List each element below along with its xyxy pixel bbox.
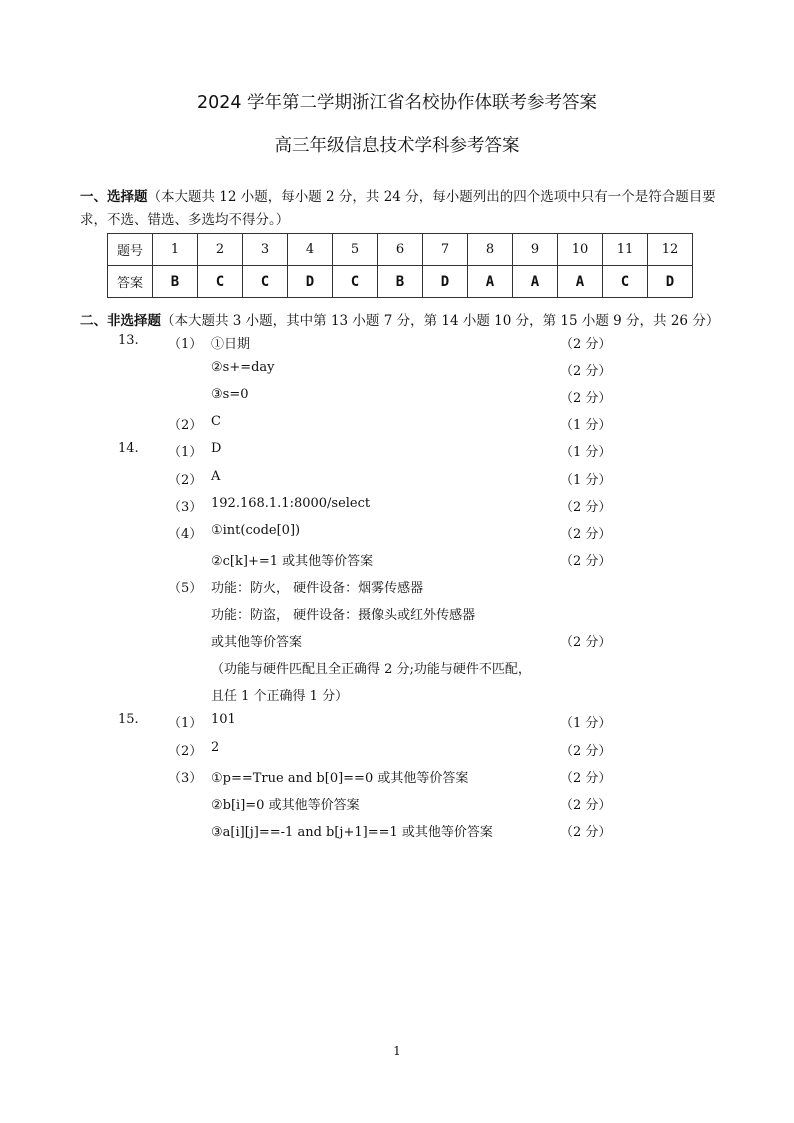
answer-cell: D (423, 266, 468, 298)
points-label: （1 分） (560, 472, 612, 488)
points-label: （2 分） (560, 635, 612, 651)
answer-cell: C (603, 266, 648, 298)
question-number: 14. (118, 441, 139, 457)
question-part: （5） (168, 580, 203, 596)
row-label-answer: 答案 (108, 266, 153, 298)
answer-text: 101 (211, 712, 236, 728)
points-label: （2 分） (560, 391, 612, 407)
question-number-cell: 9 (513, 234, 558, 266)
points-label: （2 分） (560, 770, 612, 786)
question-number-cell: 2 (198, 234, 243, 266)
question-number-cell: 12 (648, 234, 693, 266)
points-label: （2 分） (560, 526, 612, 542)
answer-text: 192.168.1.1:8000/select (211, 495, 371, 511)
answer-text: ②c[k]+=1 或其他等价答案 (211, 553, 374, 569)
question-part: （4） (168, 526, 203, 542)
answer-cell: A (513, 266, 558, 298)
question-part: （1） (168, 445, 203, 461)
answer-cell: C (243, 266, 288, 298)
section2-desc: （本大题共 3 小题，其中第 13 小题 7 分，第 14 小题 10 分，第 15 小题 9 分，共 26 分） (161, 313, 720, 329)
answer-text: A (211, 468, 221, 484)
question-part: （2） (168, 472, 203, 488)
points-label: （1 分） (560, 716, 612, 732)
points-label: （1 分） (560, 418, 612, 434)
answer-cell: B (153, 266, 198, 298)
answer-row (108, 266, 693, 298)
document-subtitle: 高三年级信息技术学科参考答案 (274, 136, 520, 156)
question-part: （1） (168, 337, 203, 352)
question-number: 15. (118, 712, 139, 728)
question-number-cell: 5 (333, 234, 378, 266)
points-label: （2 分） (560, 824, 612, 840)
row-label-question: 题号 (108, 234, 153, 266)
points-label: （2 分） (560, 797, 612, 813)
question-part: （2） (168, 743, 203, 759)
question-number-cell: 8 (468, 234, 513, 266)
answer-text: ①p==True and b[0]==0 或其他等价答案 (211, 770, 469, 786)
answer-cell: A (468, 266, 513, 298)
question-number-cell: 11 (603, 234, 648, 266)
answer-cell: C (198, 266, 243, 298)
answer-text: ③a[i][j]==-1 and b[j+1]==1 或其他等价答案 (211, 824, 493, 840)
question-number-cell: 1 (153, 234, 198, 266)
question-part: （3） (168, 499, 203, 515)
answer-text: （功能与硬件匹配且全正确得 2 分;功能与硬件不匹配， (211, 662, 531, 678)
question-part: （3） (168, 770, 203, 786)
answer-cell: C (333, 266, 378, 298)
question-number-cell: 3 (243, 234, 288, 266)
document-title: 2024 学年第二学期浙江省名校协作体联考参考答案 (196, 93, 598, 113)
answer-text: 功能：防盗， 硬件设备：摄像头或红外传感器 (211, 608, 476, 623)
question-number-cell: 10 (558, 234, 603, 266)
answer-text: ①int(code[0]) (211, 522, 301, 538)
question-part: （2） (168, 418, 203, 434)
answer-text: 功能：防火， 硬件设备：烟雾传感器 (211, 580, 424, 596)
question-number-row (108, 234, 693, 266)
answer-cell: B (378, 266, 423, 298)
answer-table (107, 233, 693, 298)
points-label: （2 分） (560, 553, 612, 569)
points-label: （2 分） (560, 364, 612, 380)
question-part: （1） (168, 716, 203, 732)
section1-header (80, 186, 716, 209)
section1-desc-line2: 求，不选、错选、多选均不得分。） (80, 212, 290, 228)
answer-cell: D (288, 266, 333, 298)
section1-heading: 一、选择题 (80, 189, 148, 205)
question-number-cell: 7 (423, 234, 468, 266)
answer-text: ②b[i]=0 或其他等价答案 (211, 797, 360, 813)
answer-text: 且任 1 个正确得 1 分） (211, 689, 349, 705)
answer-text: 2 (211, 739, 220, 755)
answer-cell: D (648, 266, 693, 298)
question-number-cell: 6 (378, 234, 423, 266)
points-label: （2 分） (560, 743, 612, 759)
answer-text: ②s+=day (211, 360, 275, 376)
points-label: （1 分） (560, 445, 612, 461)
question-number: 13. (118, 333, 139, 348)
section1-desc-line1: （本大题共 12 小题，每小题 2 分，共 24 分，每小题列出的四个选项中只有一个是符合题目要 (147, 189, 716, 205)
section2-header (80, 310, 719, 333)
answer-text: D (211, 441, 222, 457)
points-label: （2 分） (560, 499, 612, 515)
question-number-cell: 4 (288, 234, 333, 266)
answer-text: ①日期 (211, 337, 251, 352)
answer-cell: A (558, 266, 603, 298)
answer-text: ③s=0 (211, 387, 249, 403)
points-label: （2 分） (560, 337, 612, 352)
answer-text: C (211, 414, 221, 430)
answer-text: 或其他等价答案 (211, 635, 303, 651)
section2-heading: 二、非选择题 (80, 313, 161, 329)
page-number: 1 (393, 1044, 401, 1058)
